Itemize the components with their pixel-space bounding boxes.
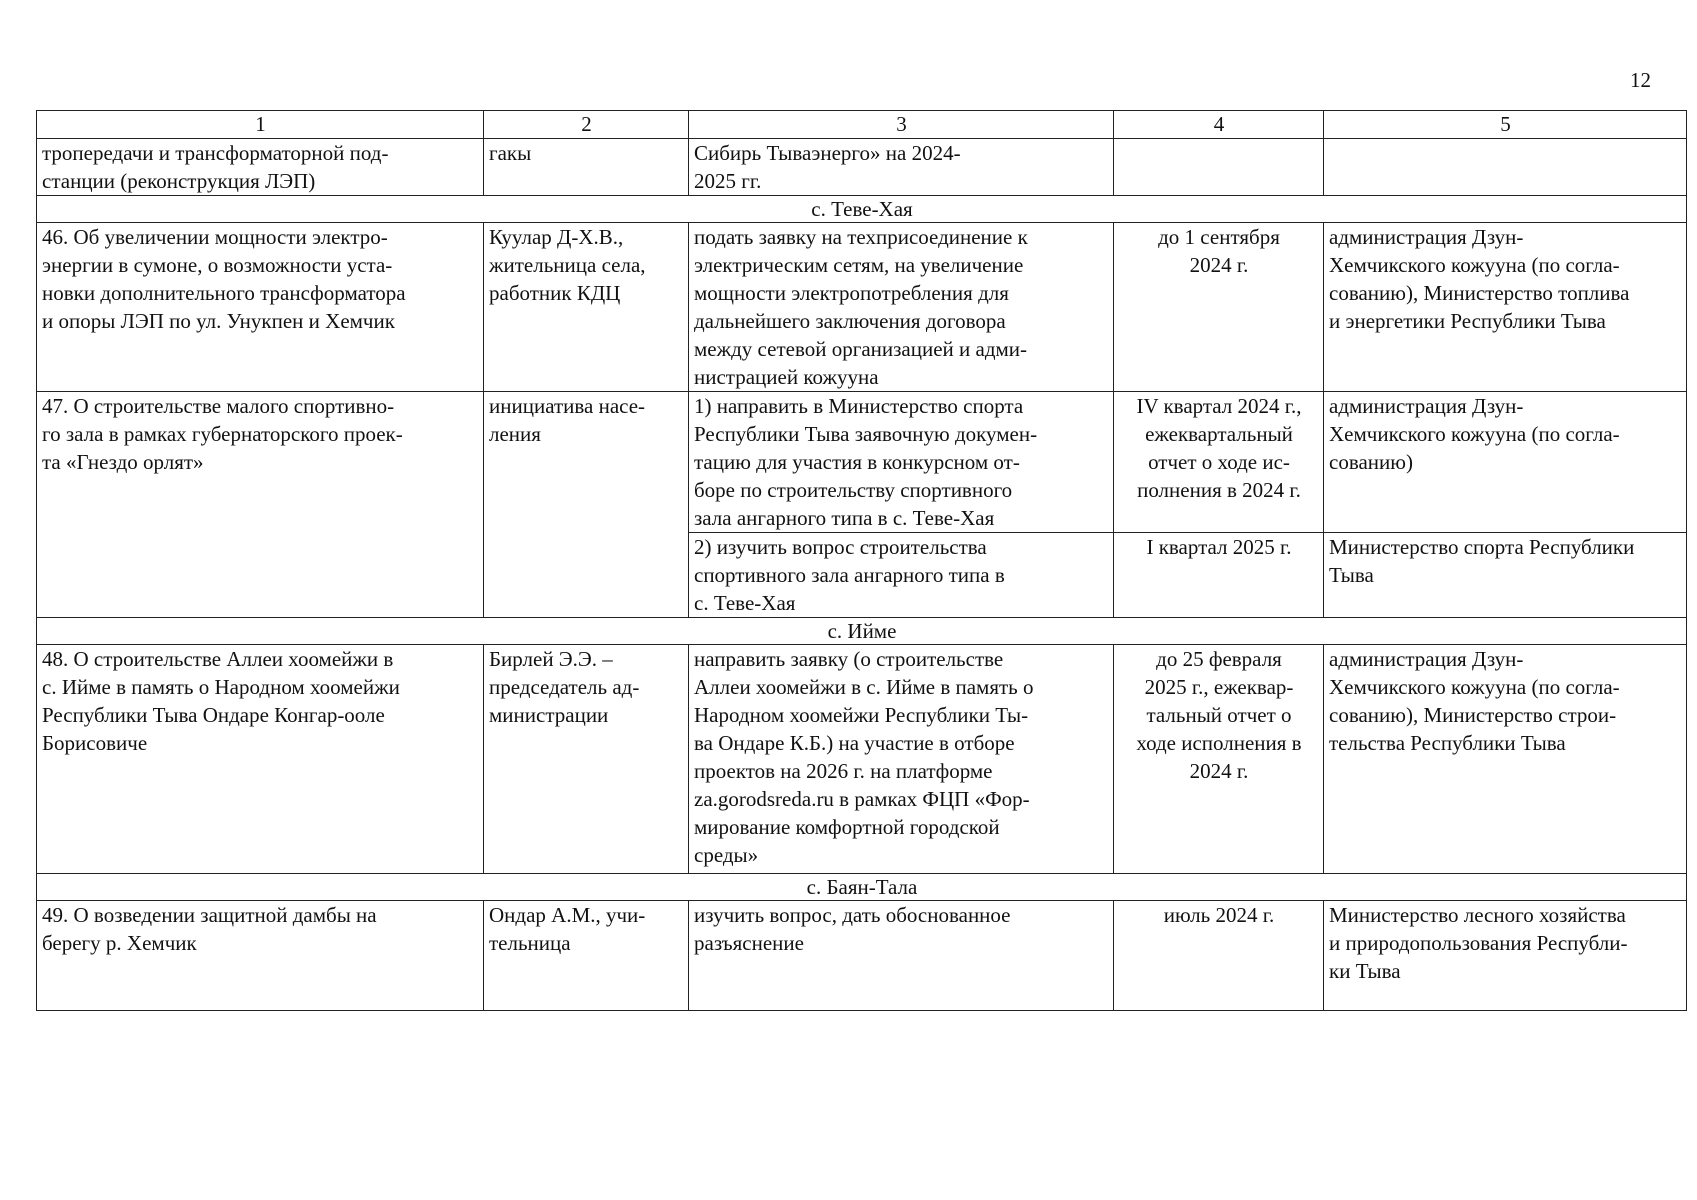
table-row (37, 645, 1687, 874)
responsible-cell (1324, 139, 1687, 196)
column-header-2: 2 (484, 111, 689, 139)
section-header-row (37, 196, 1687, 223)
initiator-cell: Бирлей Э.Э. – председатель ад- министрации (484, 645, 689, 874)
column-header-4: 4 (1114, 111, 1324, 139)
issue-cell: тропередачи и трансформаторной под- станции (реконструкция ЛЭП) (37, 139, 484, 196)
action-cell: 1) направить в Министерство спорта Республики Тыва заявочную докумен- тацию для участия в конкурсном от- боре по строительству спортивного зала ангарного типа в с. Теве-Хая (689, 392, 1114, 533)
responsible-cell: Министерство лесного хозяйства и природопользования Республи- ки Тыва (1324, 901, 1687, 1011)
deadline-cell: IV квартал 2024 г., ежеквартальный отчет о ходе ис- полнения в 2024 г. (1114, 392, 1324, 533)
column-header-3: 3 (689, 111, 1114, 139)
action-cell: подать заявку на техприсоединение к электрическим сетям, на увеличение мощности электропотребления для дальнейшего заключения договора между сетевой организацией и адми- нистрацией кожууна (689, 223, 1114, 392)
deadline-cell (1114, 139, 1324, 196)
section-title: с. Ийме (37, 618, 1687, 645)
column-header-1: 1 (37, 111, 484, 139)
column-number-row (37, 111, 1687, 139)
issue-cell: 49. О возведении защитной дамбы на берегу р. Хемчик (37, 901, 484, 1011)
action-cell: изучить вопрос, дать обоснованное разъяснение (689, 901, 1114, 1011)
issue-cell: 47. О строительстве малого спортивно- го зала в рамках губернаторского проек- та «Гнездо орлят» (37, 392, 484, 618)
deadline-cell: июль 2024 г. (1114, 901, 1324, 1011)
responsible-cell: администрация Дзун- Хемчикского кожууна (по согла- сованию), Министерство строи- тельства Республики Тыва (1324, 645, 1687, 874)
initiator-cell: Куулар Д-Х.В., жительница села, работник КДЦ (484, 223, 689, 392)
action-cell: 2) изучить вопрос строительства спортивного зала ангарного типа в с. Теве-Хая (689, 533, 1114, 618)
responsible-cell: администрация Дзун- Хемчикского кожууна (по согла- сованию) (1324, 392, 1687, 533)
page-number: 12 (1630, 68, 1651, 92)
table-row (37, 392, 1687, 533)
deadline-cell: до 1 сентября 2024 г. (1114, 223, 1324, 392)
carry-over-row (37, 139, 1687, 196)
deadline-cell: до 25 февраля 2025 г., ежеквар- тальный отчет о ходе исполнения в 2024 г. (1114, 645, 1324, 874)
initiator-cell: гакы (484, 139, 689, 196)
action-cell: Сибирь Тываэнерго» на 2024- 2025 гг. (689, 139, 1114, 196)
section-header-row (37, 874, 1687, 901)
section-title: с. Баян-Тала (37, 874, 1687, 901)
column-header-5: 5 (1324, 111, 1687, 139)
action-cell: направить заявку (о строительстве Аллеи хоомейжи в с. Ийме в память о Народном хоомейжи Республики Ты- ва Ондаре К.Б.) на участие в отборе проектов на 2026 г. на платформе za.gorodsreda.ru в рамках ФЦП «Фор- мирование комфортной городской среды» (689, 645, 1114, 874)
deadline-cell: I квартал 2025 г. (1114, 533, 1324, 618)
section-header-row (37, 618, 1687, 645)
table-row (37, 901, 1687, 1011)
responsible-cell: администрация Дзун- Хемчикского кожууна (по согла- сованию), Министерство топлива и энергетики Республики Тыва (1324, 223, 1687, 392)
issue-cell: 46. Об увеличении мощности электро- энергии в сумоне, о возможности уста- новки дополнительного трансформатора и опоры ЛЭП по ул. Унукпен и Хемчик (37, 223, 484, 392)
responsible-cell: Министерство спорта Республики Тыва (1324, 533, 1687, 618)
plan-table (36, 110, 1687, 1011)
section-title: с. Теве-Хая (37, 196, 1687, 223)
initiator-cell: Ондар А.М., учи- тельница (484, 901, 689, 1011)
issue-cell: 48. О строительстве Аллеи хоомейжи в с. Ийме в память о Народном хоомейжи Республики Тыва Ондаре Конгар-ооле Борисовиче (37, 645, 484, 874)
table-row (37, 223, 1687, 392)
initiator-cell: инициатива насе- ления (484, 392, 689, 618)
